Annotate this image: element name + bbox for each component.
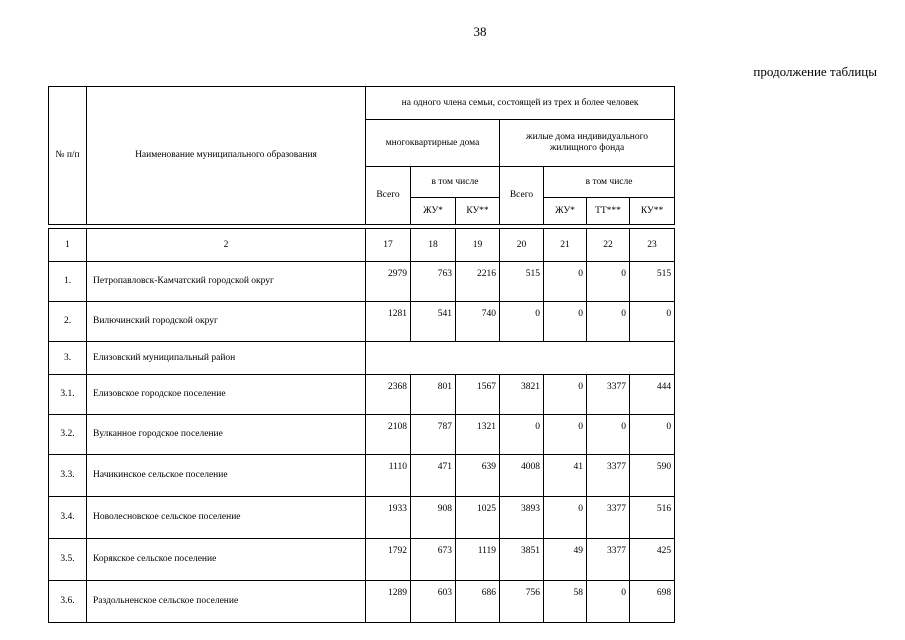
row-index: 3.6. bbox=[49, 581, 87, 623]
table-row bbox=[49, 497, 675, 539]
cell-value: 686 bbox=[456, 581, 500, 623]
cell-value: 673 bbox=[411, 539, 456, 581]
cell-value: 0 bbox=[500, 415, 544, 455]
cell-value: 3851 bbox=[500, 539, 544, 581]
cell-value: 3377 bbox=[587, 539, 630, 581]
cell-value: 740 bbox=[456, 302, 500, 342]
data-table bbox=[48, 86, 675, 623]
cell-value: 787 bbox=[411, 415, 456, 455]
cell-value: 49 bbox=[544, 539, 587, 581]
header-name: Наименование муниципального образования bbox=[87, 87, 366, 225]
cell-value: 3377 bbox=[587, 375, 630, 415]
row-index: 3.5. bbox=[49, 539, 87, 581]
cell-value: 1110 bbox=[366, 455, 411, 497]
cell-value: 1281 bbox=[366, 302, 411, 342]
row-name: Елизовский муниципальный район bbox=[87, 342, 366, 375]
column-number: 1 bbox=[49, 229, 87, 262]
cell-value: 0 bbox=[630, 302, 675, 342]
cell-value: 3377 bbox=[587, 497, 630, 539]
column-number: 2 bbox=[87, 229, 366, 262]
cell-value: 1567 bbox=[456, 375, 500, 415]
row-name: Вулканное городское поселение bbox=[87, 415, 366, 455]
row-index: 3. bbox=[49, 342, 87, 375]
cell-value: 1792 bbox=[366, 539, 411, 581]
header-tt-individual: ТТ*** bbox=[587, 198, 630, 225]
row-name: Начикинское сельское поселение bbox=[87, 455, 366, 497]
cell-value: 3893 bbox=[500, 497, 544, 539]
row-index: 3.4. bbox=[49, 497, 87, 539]
header-total-individual: Всего bbox=[500, 167, 544, 225]
row-name: Елизовское городское поселение bbox=[87, 375, 366, 415]
row-name: Корякское сельское поселение bbox=[87, 539, 366, 581]
cell-value: 1933 bbox=[366, 497, 411, 539]
cell-value: 2979 bbox=[366, 262, 411, 302]
header-zhu-multi: ЖУ* bbox=[411, 198, 456, 225]
cell-value: 515 bbox=[500, 262, 544, 302]
cell-value: 1289 bbox=[366, 581, 411, 623]
header-zhu-individual: ЖУ* bbox=[544, 198, 587, 225]
table-row bbox=[49, 262, 675, 302]
column-number: 22 bbox=[587, 229, 630, 262]
row-name: Петропавловск-Камчатский городской округ bbox=[87, 262, 366, 302]
column-numbers-row bbox=[49, 229, 675, 262]
header-including-multi: в том числе bbox=[411, 167, 500, 198]
cell-value: 0 bbox=[544, 375, 587, 415]
header-ku-multi: КУ** bbox=[456, 198, 500, 225]
header-group: на одного члена семьи, состоящей из трех и более человек bbox=[366, 87, 675, 120]
cell-value: 0 bbox=[500, 302, 544, 342]
cell-value: 3377 bbox=[587, 455, 630, 497]
row-index: 3.3. bbox=[49, 455, 87, 497]
row-index: 1. bbox=[49, 262, 87, 302]
cell-value: 425 bbox=[630, 539, 675, 581]
column-number: 20 bbox=[500, 229, 544, 262]
cell-value: 4008 bbox=[500, 455, 544, 497]
cell-value: 698 bbox=[630, 581, 675, 623]
column-number: 23 bbox=[630, 229, 675, 262]
table-row bbox=[49, 415, 675, 455]
column-number: 17 bbox=[366, 229, 411, 262]
cell-value: 0 bbox=[544, 497, 587, 539]
cell-value: 1321 bbox=[456, 415, 500, 455]
cell-value: 515 bbox=[630, 262, 675, 302]
table-row bbox=[49, 342, 675, 375]
table-row bbox=[49, 375, 675, 415]
cell-value: 0 bbox=[544, 415, 587, 455]
row-index: 3.2. bbox=[49, 415, 87, 455]
cell-value: 2108 bbox=[366, 415, 411, 455]
row-index: 3.1. bbox=[49, 375, 87, 415]
cell-value: 2368 bbox=[366, 375, 411, 415]
cell-value: 0 bbox=[587, 581, 630, 623]
cell-value: 590 bbox=[630, 455, 675, 497]
page-number: 38 bbox=[473, 24, 487, 39]
header-individual-houses: жилые дома индивидуального жилищного фонда bbox=[500, 120, 675, 167]
table-row bbox=[49, 302, 675, 342]
header-multi-apartment: многоквартирные дома bbox=[366, 120, 500, 167]
row-name: Раздольненское сельское поселение bbox=[87, 581, 366, 623]
cell-value: 41 bbox=[544, 455, 587, 497]
cell-value: 763 bbox=[411, 262, 456, 302]
cell-value: 801 bbox=[411, 375, 456, 415]
empty-cell bbox=[366, 342, 675, 375]
column-number: 18 bbox=[411, 229, 456, 262]
cell-value: 471 bbox=[411, 455, 456, 497]
cell-value: 0 bbox=[587, 415, 630, 455]
cell-value: 908 bbox=[411, 497, 456, 539]
header-ku-individual: КУ** bbox=[630, 198, 675, 225]
row-index: 2. bbox=[49, 302, 87, 342]
header-total-multi: Всего bbox=[366, 167, 411, 225]
cell-value: 0 bbox=[544, 262, 587, 302]
cell-value: 516 bbox=[630, 497, 675, 539]
table-row bbox=[49, 539, 675, 581]
column-number: 19 bbox=[456, 229, 500, 262]
table-row bbox=[49, 581, 675, 623]
cell-value: 756 bbox=[500, 581, 544, 623]
cell-value: 0 bbox=[587, 262, 630, 302]
header-num: № п/п bbox=[49, 87, 87, 225]
cell-value: 0 bbox=[587, 302, 630, 342]
cell-value: 1119 bbox=[456, 539, 500, 581]
cell-value: 444 bbox=[630, 375, 675, 415]
column-number: 21 bbox=[544, 229, 587, 262]
row-name: Вилючинский городской округ bbox=[87, 302, 366, 342]
cell-value: 0 bbox=[544, 302, 587, 342]
cell-value: 0 bbox=[630, 415, 675, 455]
cell-value: 639 bbox=[456, 455, 500, 497]
cell-value: 58 bbox=[544, 581, 587, 623]
cell-value: 2216 bbox=[456, 262, 500, 302]
header-including-individual: в том числе bbox=[544, 167, 675, 198]
row-name: Новолесновское сельское поселение bbox=[87, 497, 366, 539]
table-row bbox=[49, 455, 675, 497]
continuation-label: продолжение таблицы bbox=[753, 64, 877, 79]
cell-value: 541 bbox=[411, 302, 456, 342]
cell-value: 603 bbox=[411, 581, 456, 623]
cell-value: 1025 bbox=[456, 497, 500, 539]
cell-value: 3821 bbox=[500, 375, 544, 415]
